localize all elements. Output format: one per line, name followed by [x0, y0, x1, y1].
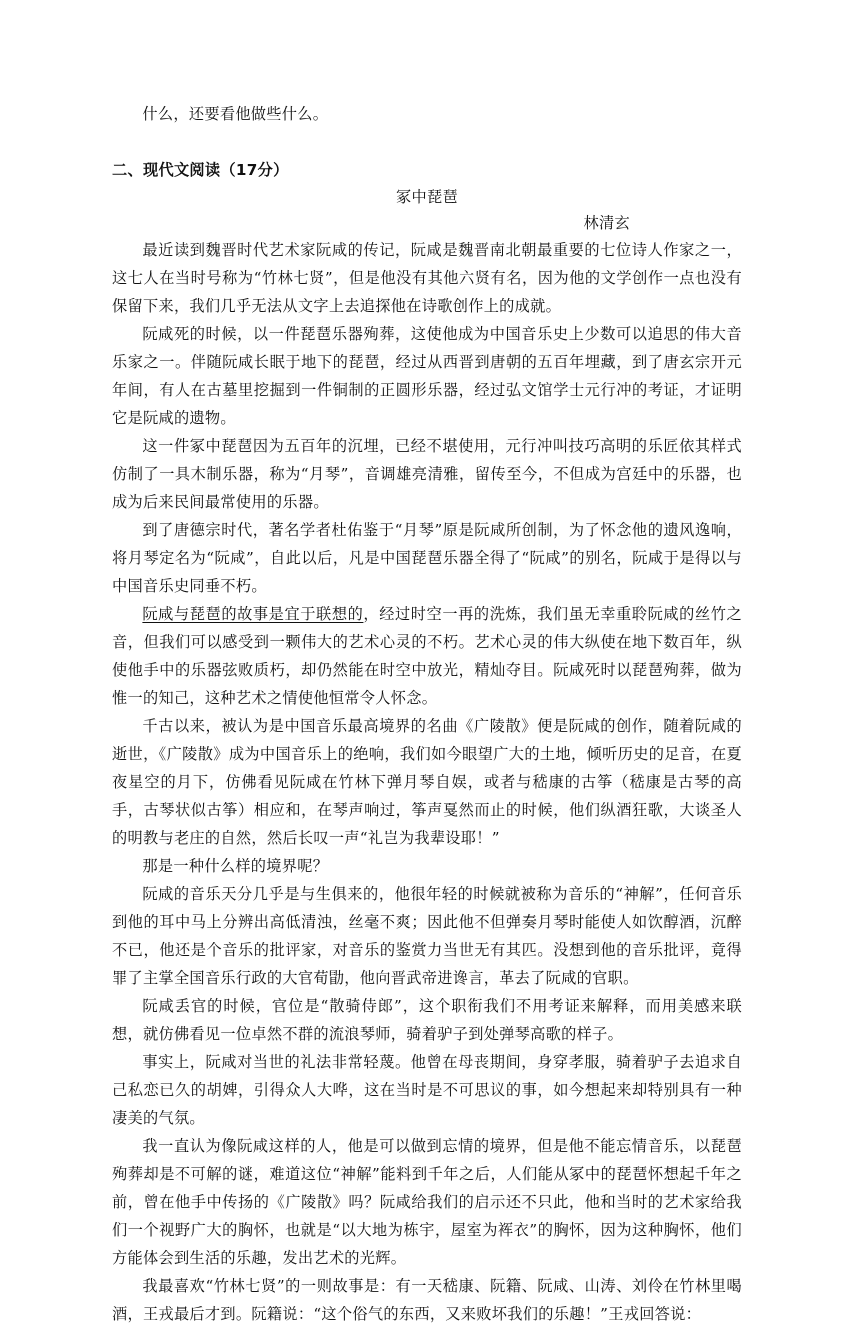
paragraph-2: 阮咸死的时候，以一件琵琶乐器殉葬，这使他成为中国音乐史上少数可以追思的伟大音乐家之一。伴随阮咸长眠于地下的琵琶，经过从西晋到唐朝的五百年埋藏，到了唐玄宗开元年间，有人在古墓里挖掘到一件铜制的正圆形乐器，经过弘文馆学士元行冲的考证，才证明它是阮咸的遗物。: [112, 325, 742, 427]
paragraph-5: [112, 600, 742, 712]
section-heading: 二、现代文阅读（17分）: [112, 161, 289, 179]
paragraph-1: 最近读到魏晋时代艺术家阮咸的传记，阮咸是魏晋南北朝最重要的七位诗人作家之一，这七人在当时号称为“竹林七贤”，但是他没有其他六贤有名，因为他的文学创作一点也没有保留下来，我们几乎无法从文字上去追探他在诗歌创作上的成就。: [112, 241, 742, 315]
paragraph-9: 阮咸丢官的时候，官位是“散骑侍郎”，这个职衔我们不用考证来解释，而用美感来联想，就仿佛看见一位卓然不群的流浪琴师，骑着驴子到处弹琴高歌的样子。: [112, 997, 742, 1043]
underlined-sentence: 阮咸与琵琶的故事是宜于联想的: [142, 605, 364, 623]
paragraph-10: 事实上，阮咸对当世的礼法非常轻蔑。他曾在母丧期间，身穿孝服，骑着驴子去追求自己私恋已久的胡婢，引得众人大哗，这在当时是不可思议的事，如今想起来却特别具有一种凄美的气氛。: [112, 1053, 742, 1127]
paragraph-3: 这一件冢中琵琶因为五百年的沉埋，已经不堪使用，元行冲叫技巧高明的乐匠依其样式仿制了一具木制乐器，称为“月琴”，音调雄亮清雅，留传至今，不但成为宫廷中的乐器，也成为后来民间最常使用的乐器。: [112, 437, 742, 511]
paragraph-4: 到了唐德宗时代，著名学者杜佑鉴于“月琴”原是阮咸所创制，为了怀念他的遗风逸响，将月琴定名为“阮咸”，自此以后，凡是中国琵琶乐器全得了“阮咸”的别名，阮咸于是得以与中国音乐史同垂不朽。: [112, 521, 742, 595]
paragraph-11: 我一直认为像阮咸这样的人，他是可以做到忘情的境界，但是他不能忘情音乐，以琵琶殉葬却是不可解的谜，难道这位“神解”能料到千年之后，人们能从冢中的琵琶怀想起千年之前，曾在他手中传扬的《广陵散》吗？阮咸给我们的启示还不只此，他和当时的艺术家给我们一个视野广大的胸怀，也就是“以大地为栋宇，屋室为裈衣”的胸怀，因为这种胸怀，他们方能体会到生活的乐趣，发出艺术的光辉。: [112, 1137, 742, 1267]
paragraph-7: 那是一种什么样的境界呢？: [142, 857, 329, 875]
article-author: 林清玄: [583, 214, 630, 232]
article-title: 冢中琵琶: [396, 188, 458, 206]
paragraph-12: 我最喜欢“竹林七贤”的一则故事是：有一天嵇康、阮籍、阮咸、山涛、刘伶在竹林里喝酒，王戎最后才到。阮籍说：“这个俗气的东西，又来败坏我们的乐趣！”王戎回答说：: [112, 1277, 742, 1323]
paragraph-8: 阮咸的音乐天分几乎是与生俱来的，他很年轻的时候就被称为音乐的“神解”，任何音乐到他的耳中马上分辨出高低清浊，丝毫不爽；因此他不但弹奏月琴时能使人如饮醇酒，沉醉不已，他还是个音乐的批评家，对音乐的鉴赏力当世无有其匹。没想到他的音乐批评，竟得罪了主掌全国音乐行政的大官荀勖，他向晋武帝进谗言，革去了阮咸的官职。: [112, 885, 742, 987]
paragraph-5-rest: ，经过时空一再的洗炼，我们虽无幸重聆阮咸的丝竹之音，但我们可以感受到一颗伟大的艺术心灵的不朽。艺术心灵的伟大纵使在地下数百年，纵使他手中的乐器弦败质朽，却仍然能在时空中放光，精灿夺目。阮咸死时以琵琶殉葬，做为惟一的知己，这种艺术之情使他恒常令人怀念。: [112, 605, 743, 707]
previous-question-fragment: 什么，还要看他做些什么。: [142, 105, 329, 123]
document-page: [112, 100, 742, 1328]
paragraph-6: 千古以来，被认为是中国音乐最高境界的名曲《广陵散》便是阮咸的创作，随着阮咸的逝世，《广陵散》成为中国音乐上的绝响，我们如今眼望广大的土地，倾听历史的足音，在夏夜星空的月下，仿佛看见阮咸在竹林下弹月琴自娱，或者与嵇康的古筝（嵇康是古琴的高手，古琴状似古筝）相应和，在琴声响过，筝声戛然而止的时候，他们纵酒狂歌，大谈圣人的明教与老庄的自然，然后长叹一声“礼岂为我辈设耶！”: [112, 717, 742, 847]
